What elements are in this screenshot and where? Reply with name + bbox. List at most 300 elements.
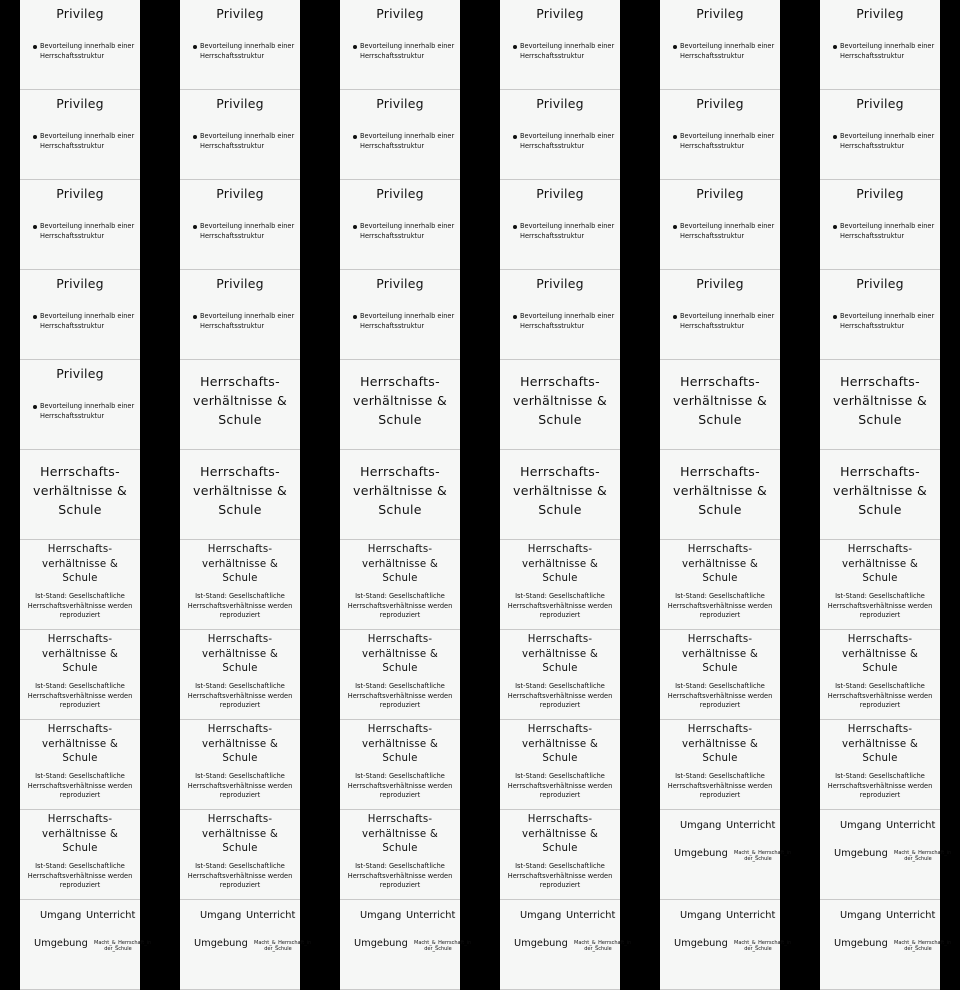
bullet-icon xyxy=(513,225,517,229)
slide-title xyxy=(660,723,780,767)
slide-title xyxy=(20,633,140,677)
title-line: Schule xyxy=(222,663,258,674)
title-line: verhältnisse & xyxy=(522,648,598,660)
bullet-line: Bevorteilung innerhalb einer xyxy=(40,132,135,140)
title-line: Schule xyxy=(862,753,898,764)
center-label-line: Macht_&_Herrschaft_in xyxy=(734,940,792,946)
slide-thumbnail[interactable] xyxy=(20,900,152,990)
slide-thumbnail[interactable] xyxy=(660,540,780,630)
slide-thumbnail[interactable] xyxy=(20,90,140,180)
slide-body-text xyxy=(26,592,134,621)
mindmap-word-unterricht: Unterricht xyxy=(406,910,456,921)
slide-thumbnail[interactable] xyxy=(660,360,780,450)
bullet-line: Bevorteilung innerhalb einer xyxy=(680,132,775,140)
title-line: Herrschafts- xyxy=(360,464,440,479)
title-line: Herrschafts- xyxy=(847,544,913,555)
slide-thumbnail[interactable] xyxy=(660,180,780,270)
center-label-line: Macht_&_Herrschaft_in xyxy=(894,850,952,856)
slide-thumbnail[interactable] xyxy=(180,90,300,180)
title-line: Schule xyxy=(862,663,898,674)
bullet-line: Herrschaftsstruktur xyxy=(40,141,105,150)
body-line: Ist-Stand: Gesellschaftliche xyxy=(675,682,765,690)
mindmap-word-umgang: Umgang xyxy=(40,910,82,921)
title-line: Schule xyxy=(542,753,578,764)
bullet-icon xyxy=(193,225,197,229)
slide-thumbnail[interactable] xyxy=(660,810,792,900)
body-line: Herrschaftsverhältnisse werden xyxy=(187,601,293,610)
title-line: verhältnisse & xyxy=(842,648,918,660)
mindmap-word-umgebung: Umgebung xyxy=(34,938,88,949)
slide-thumbnail[interactable] xyxy=(20,0,140,90)
body-line: reproduziert xyxy=(379,881,421,889)
slide-thumbnail[interactable] xyxy=(180,630,300,720)
title-line: verhältnisse & xyxy=(842,738,918,750)
title-line: Herrschafts- xyxy=(847,634,913,645)
bullet-line: Herrschaftsstruktur xyxy=(520,141,585,150)
slide-title xyxy=(820,372,940,429)
slide-body-text xyxy=(346,862,454,891)
bullet-icon xyxy=(33,45,37,49)
center-label-line: Macht_&_Herrschaft_in xyxy=(734,850,792,856)
bullet-icon xyxy=(673,315,677,319)
slide-title: Privileg xyxy=(376,186,424,201)
mindmap-word-unterricht: Unterricht xyxy=(726,820,776,831)
slide-thumbnail[interactable] xyxy=(500,270,620,360)
bullet-icon xyxy=(33,225,37,229)
slide-thumbnail[interactable] xyxy=(500,360,620,450)
title-line: Schule xyxy=(698,412,742,427)
title-line: Herrschafts- xyxy=(367,724,433,735)
bullet-icon xyxy=(33,315,37,319)
slide-title: Privileg xyxy=(56,186,104,201)
slide-title xyxy=(340,813,460,857)
body-line: reproduziert xyxy=(59,881,101,889)
bullet-line: Bevorteilung innerhalb einer xyxy=(840,42,935,50)
title-line: Herrschafts- xyxy=(47,814,113,825)
slide-title: Privileg xyxy=(56,366,104,381)
slide-title xyxy=(180,462,300,519)
slide-thumbnail[interactable] xyxy=(180,0,300,90)
center-label-line: Macht_&_Herrschaft_in xyxy=(574,940,632,946)
bullet-icon xyxy=(353,45,357,49)
bullet-line: Herrschaftsstruktur xyxy=(360,141,425,150)
slide-body-text xyxy=(506,592,614,621)
slide-thumbnail[interactable] xyxy=(500,450,620,540)
title-line: Schule xyxy=(702,663,738,674)
title-line: verhältnisse & xyxy=(42,738,118,750)
slide-thumbnail[interactable] xyxy=(500,630,620,720)
body-line: reproduziert xyxy=(539,881,581,889)
bullet-icon xyxy=(33,405,37,409)
bullet-line: Bevorteilung innerhalb einer xyxy=(360,222,455,230)
slide-thumbnail[interactable] xyxy=(820,360,940,450)
bullet-line: Bevorteilung innerhalb einer xyxy=(840,312,935,320)
slide-title xyxy=(340,633,460,677)
slide-thumbnail[interactable] xyxy=(820,450,940,540)
body-line: Herrschaftsverhältnisse werden xyxy=(187,691,293,700)
bullet-text xyxy=(515,312,615,331)
slide-column xyxy=(820,0,952,990)
slide-title: Privileg xyxy=(376,6,424,21)
title-line: Schule xyxy=(858,412,902,427)
bullet-line: Bevorteilung innerhalb einer xyxy=(680,42,775,50)
title-line: Herrschafts- xyxy=(840,374,920,389)
slide-thumbnail[interactable] xyxy=(500,720,620,810)
slide-title: Privileg xyxy=(536,96,584,111)
slide-thumbnail[interactable] xyxy=(180,360,300,450)
title-line: Herrschafts- xyxy=(207,814,273,825)
title-line: verhältnisse & xyxy=(513,393,607,408)
title-line: verhältnisse & xyxy=(353,393,447,408)
slide-thumbnail[interactable] xyxy=(20,450,140,540)
mindmap-word-umgang: Umgang xyxy=(360,910,402,921)
bullet-line: Herrschaftsstruktur xyxy=(40,411,105,420)
title-line: Schule xyxy=(58,502,102,517)
title-line: verhältnisse & xyxy=(193,483,287,498)
title-line: Schule xyxy=(702,573,738,584)
slide-title xyxy=(180,543,300,587)
slide-title xyxy=(500,813,620,857)
bullet-line: Herrschaftsstruktur xyxy=(680,141,745,150)
slide-thumbnail[interactable] xyxy=(340,630,460,720)
body-line: reproduziert xyxy=(859,791,901,799)
title-line: Herrschafts- xyxy=(207,634,273,645)
slide-title: Privileg xyxy=(216,96,264,111)
mindmap-center-label xyxy=(894,940,952,953)
slide-body-text xyxy=(826,592,934,621)
slide-thumbnail[interactable] xyxy=(180,540,300,630)
slide-thumbnail[interactable] xyxy=(820,540,940,630)
title-line: Schule xyxy=(62,663,98,674)
mindmap-word-unterricht: Unterricht xyxy=(86,910,136,921)
bullet-line: Bevorteilung innerhalb einer xyxy=(360,132,455,140)
bullet-icon xyxy=(833,315,837,319)
slide-thumbnail[interactable] xyxy=(180,180,300,270)
slide-title: Privileg xyxy=(856,6,904,21)
slide-body-text xyxy=(506,862,614,891)
slide-body-text xyxy=(26,682,134,711)
slide-body-text xyxy=(506,772,614,801)
slide-title xyxy=(180,372,300,429)
body-line: Herrschaftsverhältnisse werden xyxy=(347,691,453,700)
title-line: Schule xyxy=(702,753,738,764)
title-line: Schule xyxy=(218,502,262,517)
body-line: reproduziert xyxy=(379,611,421,619)
title-line: Schule xyxy=(698,502,742,517)
slide-thumbnail[interactable] xyxy=(660,0,780,90)
slide-title: Privileg xyxy=(536,186,584,201)
title-line: verhältnisse & xyxy=(513,483,607,498)
body-line: Ist-Stand: Gesellschaftliche xyxy=(35,772,125,780)
title-line: verhältnisse & xyxy=(42,558,118,570)
slide-thumbnail[interactable] xyxy=(340,900,472,990)
title-line: Schule xyxy=(542,573,578,584)
slide-thumbnail[interactable] xyxy=(20,720,140,810)
bullet-line: Herrschaftsstruktur xyxy=(520,51,585,60)
bullet-text xyxy=(35,222,135,241)
title-line: Schule xyxy=(222,753,258,764)
slide-thumbnail[interactable] xyxy=(660,450,780,540)
slide-title: Privileg xyxy=(376,96,424,111)
body-line: reproduziert xyxy=(219,881,261,889)
bullet-text xyxy=(515,42,615,61)
bullet-line: Herrschaftsstruktur xyxy=(680,231,745,240)
body-line: Herrschaftsverhältnisse werden xyxy=(507,691,613,700)
bullet-line: Herrschaftsstruktur xyxy=(520,231,585,240)
body-line: reproduziert xyxy=(379,791,421,799)
mindmap-word-umgang: Umgang xyxy=(840,910,882,921)
slide-thumbnail[interactable] xyxy=(20,810,140,900)
slide-thumbnail[interactable] xyxy=(180,810,300,900)
center-label-line: der_Schule xyxy=(904,946,932,953)
title-line: Schule xyxy=(382,843,418,854)
title-line: verhältnisse & xyxy=(673,393,767,408)
slide-thumbnail[interactable] xyxy=(180,900,312,990)
center-label-line: der_Schule xyxy=(744,856,772,863)
slide-thumbnail[interactable] xyxy=(180,720,300,810)
slide-thumbnail[interactable] xyxy=(500,0,620,90)
slide-thumbnail[interactable] xyxy=(180,270,300,360)
slide-title xyxy=(340,462,460,519)
slide-title xyxy=(20,543,140,587)
slide-body-text xyxy=(26,772,134,801)
slide-thumbnail[interactable] xyxy=(660,90,780,180)
bullet-line: Herrschaftsstruktur xyxy=(360,231,425,240)
title-line: verhältnisse & xyxy=(362,828,438,840)
slide-thumbnail[interactable] xyxy=(340,720,460,810)
bullet-text xyxy=(675,42,775,61)
title-line: Herrschafts- xyxy=(367,544,433,555)
title-line: Herrschafts- xyxy=(840,464,920,479)
title-line: Herrschafts- xyxy=(687,544,753,555)
bullet-line: Herrschaftsstruktur xyxy=(680,321,745,330)
slide-thumbnail[interactable] xyxy=(340,180,460,270)
slide-column xyxy=(500,0,632,990)
bullet-text xyxy=(195,42,295,61)
slide-title: Privileg xyxy=(856,96,904,111)
slide-body-text xyxy=(346,772,454,801)
body-line: reproduziert xyxy=(219,611,261,619)
body-line: Herrschaftsverhältnisse werden xyxy=(27,781,133,790)
slide-thumbnail[interactable] xyxy=(820,810,952,900)
body-line: Ist-Stand: Gesellschaftliche xyxy=(515,682,605,690)
bullet-line: Bevorteilung innerhalb einer xyxy=(200,42,295,50)
mindmap-word-umgang: Umgang xyxy=(680,910,722,921)
mindmap-word-unterricht: Unterricht xyxy=(886,910,936,921)
title-line: verhältnisse & xyxy=(362,738,438,750)
slide-title xyxy=(660,462,780,519)
bullet-icon xyxy=(513,45,517,49)
body-line: Ist-Stand: Gesellschaftliche xyxy=(835,682,925,690)
slide-thumbnail[interactable] xyxy=(180,450,300,540)
body-line: Ist-Stand: Gesellschaftliche xyxy=(195,592,285,600)
slide-thumbnail[interactable] xyxy=(660,630,780,720)
title-line: Schule xyxy=(382,663,418,674)
slide-thumbnail[interactable] xyxy=(500,900,632,990)
body-line: reproduziert xyxy=(219,701,261,709)
slide-thumbnail[interactable] xyxy=(340,90,460,180)
body-line: Herrschaftsverhältnisse werden xyxy=(827,781,933,790)
slide-title: Privileg xyxy=(696,96,744,111)
slide-thumbnail[interactable] xyxy=(660,720,780,810)
slide-column xyxy=(660,0,792,990)
mindmap-word-umgebung: Umgebung xyxy=(194,938,248,949)
slide-thumbnail[interactable] xyxy=(660,270,780,360)
slide-thumbnail[interactable] xyxy=(20,180,140,270)
body-line: Ist-Stand: Gesellschaftliche xyxy=(675,592,765,600)
body-line: Herrschaftsverhältnisse werden xyxy=(347,781,453,790)
slide-thumbnail[interactable] xyxy=(820,630,940,720)
slide-title: Privileg xyxy=(536,6,584,21)
center-label-line: Macht_&_Herrschaft_in xyxy=(894,940,952,946)
mindmap-center-label xyxy=(414,940,472,953)
slide-thumbnail[interactable] xyxy=(340,270,460,360)
slide-body-text xyxy=(346,592,454,621)
bullet-text xyxy=(515,222,615,241)
slide-title: Privileg xyxy=(376,276,424,291)
title-line: Schule xyxy=(858,502,902,517)
bullet-icon xyxy=(193,135,197,139)
bullet-text xyxy=(675,222,775,241)
title-line: Herrschafts- xyxy=(527,724,593,735)
bullet-line: Herrschaftsstruktur xyxy=(680,51,745,60)
slide-thumbnail[interactable] xyxy=(20,360,140,450)
slide-thumbnail[interactable] xyxy=(500,180,620,270)
body-line: reproduziert xyxy=(859,611,901,619)
slide-title xyxy=(820,633,940,677)
body-line: Ist-Stand: Gesellschaftliche xyxy=(835,592,925,600)
slide-thumbnail[interactable] xyxy=(340,810,460,900)
bullet-line: Bevorteilung innerhalb einer xyxy=(520,42,615,50)
body-line: Herrschaftsverhältnisse werden xyxy=(507,871,613,880)
title-line: Herrschafts- xyxy=(47,724,113,735)
mindmap-word-umgebung: Umgebung xyxy=(834,938,888,949)
body-line: Ist-Stand: Gesellschaftliche xyxy=(195,862,285,870)
title-line: Herrschafts- xyxy=(847,724,913,735)
bullet-icon xyxy=(673,135,677,139)
mindmap-word-umgebung: Umgebung xyxy=(674,848,728,859)
title-line: Schule xyxy=(378,412,422,427)
title-line: Herrschafts- xyxy=(680,374,760,389)
bullet-icon xyxy=(833,45,837,49)
title-line: verhältnisse & xyxy=(202,648,278,660)
bullet-line: Bevorteilung innerhalb einer xyxy=(200,312,295,320)
center-label-line: der_Schule xyxy=(904,856,932,863)
title-line: verhältnisse & xyxy=(193,393,287,408)
body-line: reproduziert xyxy=(699,701,741,709)
slide-thumbnail[interactable] xyxy=(340,0,460,90)
center-label-line: der_Schule xyxy=(744,946,772,953)
bullet-text xyxy=(355,42,455,61)
slide-column xyxy=(340,0,472,990)
title-line: Herrschafts- xyxy=(527,634,593,645)
mindmap-center-label xyxy=(894,850,952,863)
slide-thumbnail[interactable] xyxy=(820,180,940,270)
slide-thumbnail[interactable] xyxy=(340,360,460,450)
slide-title: Privileg xyxy=(696,6,744,21)
title-line: Schule xyxy=(382,573,418,584)
title-line: Schule xyxy=(218,412,262,427)
slide-thumbnail[interactable] xyxy=(500,810,620,900)
body-line: Ist-Stand: Gesellschaftliche xyxy=(35,682,125,690)
slide-thumbnail[interactable] xyxy=(340,450,460,540)
title-line: verhältnisse & xyxy=(202,828,278,840)
slide-thumbnail[interactable] xyxy=(820,720,940,810)
body-line: Herrschaftsverhältnisse werden xyxy=(27,871,133,880)
title-line: Herrschafts- xyxy=(520,464,600,479)
body-line: Herrschaftsverhältnisse werden xyxy=(27,691,133,700)
mindmap-word-unterricht: Unterricht xyxy=(246,910,296,921)
slide-thumbnail[interactable] xyxy=(340,540,460,630)
title-line: Schule xyxy=(222,843,258,854)
center-label-line: Macht_&_Herrschaft_in xyxy=(414,940,472,946)
slide-thumbnail[interactable] xyxy=(20,270,140,360)
slide-title xyxy=(500,633,620,677)
bullet-line: Herrschaftsstruktur xyxy=(840,51,905,60)
bullet-text xyxy=(35,42,135,61)
slide-thumbnail[interactable] xyxy=(20,540,140,630)
slide-thumbnail[interactable] xyxy=(820,90,940,180)
body-line: Herrschaftsverhältnisse werden xyxy=(827,601,933,610)
slide-title: Privileg xyxy=(696,276,744,291)
slide-thumbnail[interactable] xyxy=(820,0,940,90)
title-line: Herrschafts- xyxy=(520,374,600,389)
slide-thumbnail[interactable] xyxy=(820,270,940,360)
slide-thumbnail[interactable] xyxy=(20,630,140,720)
bullet-line: Bevorteilung innerhalb einer xyxy=(520,312,615,320)
slide-body-text xyxy=(506,682,614,711)
title-line: Schule xyxy=(222,573,258,584)
bullet-text xyxy=(835,222,935,241)
slide-title: Privileg xyxy=(216,276,264,291)
slide-title xyxy=(20,462,140,519)
slide-title xyxy=(500,462,620,519)
slide-title xyxy=(500,543,620,587)
bullet-line: Bevorteilung innerhalb einer xyxy=(680,312,775,320)
body-line: Herrschaftsverhältnisse werden xyxy=(827,691,933,700)
slide-thumbnail[interactable] xyxy=(660,900,792,990)
bullet-text xyxy=(195,312,295,331)
slide-title: Privileg xyxy=(856,186,904,201)
body-line: Herrschaftsverhältnisse werden xyxy=(507,781,613,790)
slide-title xyxy=(180,723,300,767)
slide-title xyxy=(820,723,940,767)
title-line: Schule xyxy=(378,502,422,517)
slide-thumbnail[interactable] xyxy=(500,540,620,630)
slide-title xyxy=(660,543,780,587)
body-line: Herrschaftsverhältnisse werden xyxy=(187,781,293,790)
title-line: Schule xyxy=(542,843,578,854)
center-label-line: der_Schule xyxy=(104,946,132,953)
title-line: Herrschafts- xyxy=(207,724,273,735)
slide-title: Privileg xyxy=(696,186,744,201)
mindmap-word-umgebung: Umgebung xyxy=(514,938,568,949)
mindmap-word-unterricht: Unterricht xyxy=(566,910,616,921)
mindmap-word-umgang: Umgang xyxy=(200,910,242,921)
slide-title xyxy=(500,372,620,429)
slide-thumbnail[interactable] xyxy=(820,900,952,990)
title-line: verhältnisse & xyxy=(202,558,278,570)
body-line: reproduziert xyxy=(699,611,741,619)
title-line: Herrschafts- xyxy=(527,544,593,555)
slide-thumbnail[interactable] xyxy=(500,90,620,180)
bullet-line: Herrschaftsstruktur xyxy=(200,321,265,330)
title-line: Schule xyxy=(62,573,98,584)
title-line: verhältnisse & xyxy=(522,558,598,570)
slide-title: Privileg xyxy=(856,276,904,291)
bullet-icon xyxy=(353,135,357,139)
mindmap-word-umgebung: Umgebung xyxy=(674,938,728,949)
